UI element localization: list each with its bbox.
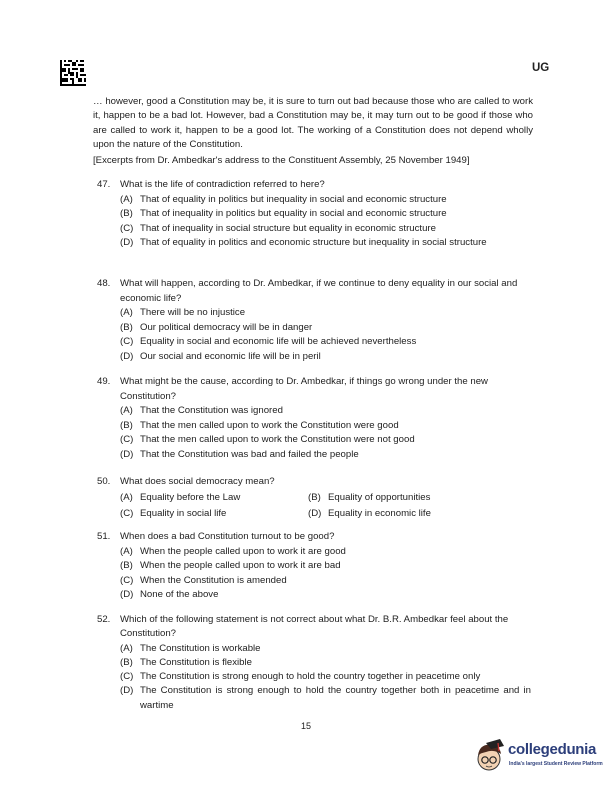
question-number: 48.	[97, 278, 111, 289]
option-c	[120, 335, 531, 350]
option-b	[120, 419, 531, 434]
option-text: When the Constitution is amended	[140, 574, 287, 586]
option-text: The Constitution is flexible	[140, 656, 252, 668]
option-b	[120, 207, 531, 222]
option-a	[120, 404, 531, 419]
option-text: Equality before the Law	[140, 491, 241, 503]
option-text: That the men called upon to work the Constitution were not good	[140, 434, 415, 446]
question-text: What is the life of contradiction referred to here?	[120, 179, 325, 190]
option-text: Equality in social and economic life will be achieved nevertheless	[140, 336, 417, 348]
option-c	[120, 506, 308, 522]
question-text: When does a bad Constitution turnout to be good?	[120, 531, 335, 542]
option-c	[120, 670, 531, 684]
option-b	[120, 321, 531, 336]
logo-name: collegedunia	[508, 741, 597, 758]
citation: [Excerpts from Dr. Ambedkar's address to the Constituent Assembly, 25 November 1949]	[93, 155, 470, 166]
option-text: That of inequality in politics but equality in social and economic structure	[140, 208, 447, 220]
question-text: Which of the following statement is not correct about what Dr. B.R. Ambedkar feel about the Constitution?	[120, 614, 509, 640]
option-text: That of inequality in social structure but equality in economic structure	[140, 222, 436, 234]
option-text: That the Constitution was ignored	[140, 405, 283, 417]
option-text: There will be no injustice	[140, 307, 246, 319]
option-d	[120, 350, 531, 365]
option-label: (A)	[120, 642, 133, 654]
option-a	[120, 306, 531, 321]
option-label: (D)	[120, 448, 134, 460]
option-label: (A)	[120, 307, 133, 319]
passage: … however, good a Constitution may be, it is sure to turn out bad because those who are called to work it, happen to be a bad lot. However, bad a Constitution may be, it may turn out to be good if those who are called to work it, happen to be a good lot. The working of a Constitution does not depend wholly upon the nature of the Constitution.	[93, 96, 533, 151]
option-a	[120, 545, 531, 560]
option-b	[308, 490, 496, 506]
option-d	[120, 588, 531, 603]
option-text: The Constitution is strong enough to hold the country together in peacetime only	[140, 671, 481, 683]
option-label: (B)	[120, 656, 133, 668]
option-label: (C)	[120, 434, 134, 446]
option-label: (C)	[120, 507, 134, 519]
question-number: 52.	[97, 614, 111, 625]
question-text: What does social democracy mean?	[120, 476, 275, 487]
question-49	[97, 375, 531, 463]
option-text: The Constitution is strong enough to hold the country together both in peacetime and in wartime	[140, 685, 531, 711]
option-text: Equality of opportunities	[328, 491, 431, 503]
option-text: That the men called upon to work the Constitution were good	[140, 419, 399, 431]
option-label: (A)	[120, 405, 133, 417]
option-label: (A)	[120, 193, 133, 205]
logo-tagline: India's largest Student Review Platform	[509, 761, 603, 767]
option-b	[120, 559, 531, 574]
collegedunia-logo	[474, 737, 604, 781]
option-c	[120, 433, 531, 448]
option-text: Our political democracy will be in danger	[140, 321, 313, 333]
option-a	[120, 193, 531, 208]
option-label: (C)	[120, 336, 134, 348]
option-text: Our social and economic life will be in peril	[140, 350, 321, 362]
option-label: (B)	[120, 419, 133, 431]
question-number: 51.	[97, 531, 111, 542]
option-label: (C)	[120, 222, 134, 234]
question-50	[97, 474, 531, 521]
option-text: Equality in economic life	[328, 507, 431, 519]
question-47	[97, 178, 531, 251]
option-c	[120, 574, 531, 589]
option-text: That the Constitution was bad and failed the people	[140, 448, 359, 460]
option-text: None of the above	[140, 589, 219, 601]
option-d	[120, 684, 531, 713]
option-a	[120, 642, 531, 656]
option-c	[120, 222, 531, 237]
option-text: That of equality in politics but inequality in social and economic structure	[140, 193, 447, 205]
option-label: (A)	[120, 491, 133, 503]
option-label: (D)	[120, 237, 134, 249]
question-48	[97, 277, 531, 365]
datamatrix-code-icon	[60, 60, 86, 86]
option-label: (D)	[308, 507, 322, 519]
option-label: (D)	[120, 589, 134, 601]
page-number: 15	[300, 721, 311, 731]
option-d	[120, 448, 531, 463]
option-text: Equality in social life	[140, 507, 227, 519]
option-label: (D)	[120, 685, 134, 697]
option-label: (D)	[120, 350, 134, 362]
option-d	[120, 236, 531, 251]
option-text: That of equality in politics and economic structure but inequality in social structure	[140, 237, 487, 249]
question-number: 47.	[97, 179, 111, 190]
option-text: The Constitution is workable	[140, 642, 261, 654]
question-text: What might be the cause, according to Dr. Ambedkar, if things go wrong under the new Constitution?	[120, 376, 488, 402]
mascot-icon	[474, 737, 506, 777]
option-text: When the people called upon to work it are good	[140, 545, 346, 557]
option-label: (C)	[120, 574, 134, 586]
option-d	[308, 506, 496, 522]
option-label: (B)	[120, 208, 133, 220]
option-b	[120, 656, 531, 670]
option-label: (B)	[120, 321, 133, 333]
option-label: (A)	[120, 545, 133, 557]
option-label: (B)	[308, 491, 321, 503]
option-text: When the people called upon to work it are bad	[140, 560, 341, 572]
exam-code: UG	[532, 62, 550, 74]
question-number: 49.	[97, 376, 111, 387]
question-52	[97, 613, 531, 713]
question-text: What will happen, according to Dr. Ambedkar, if we continue to deny equality in our social and economic life?	[120, 278, 518, 304]
question-51	[97, 530, 531, 603]
option-label: (C)	[120, 671, 134, 683]
question-number: 50.	[97, 476, 111, 487]
option-label: (B)	[120, 560, 133, 572]
option-a	[120, 490, 308, 506]
